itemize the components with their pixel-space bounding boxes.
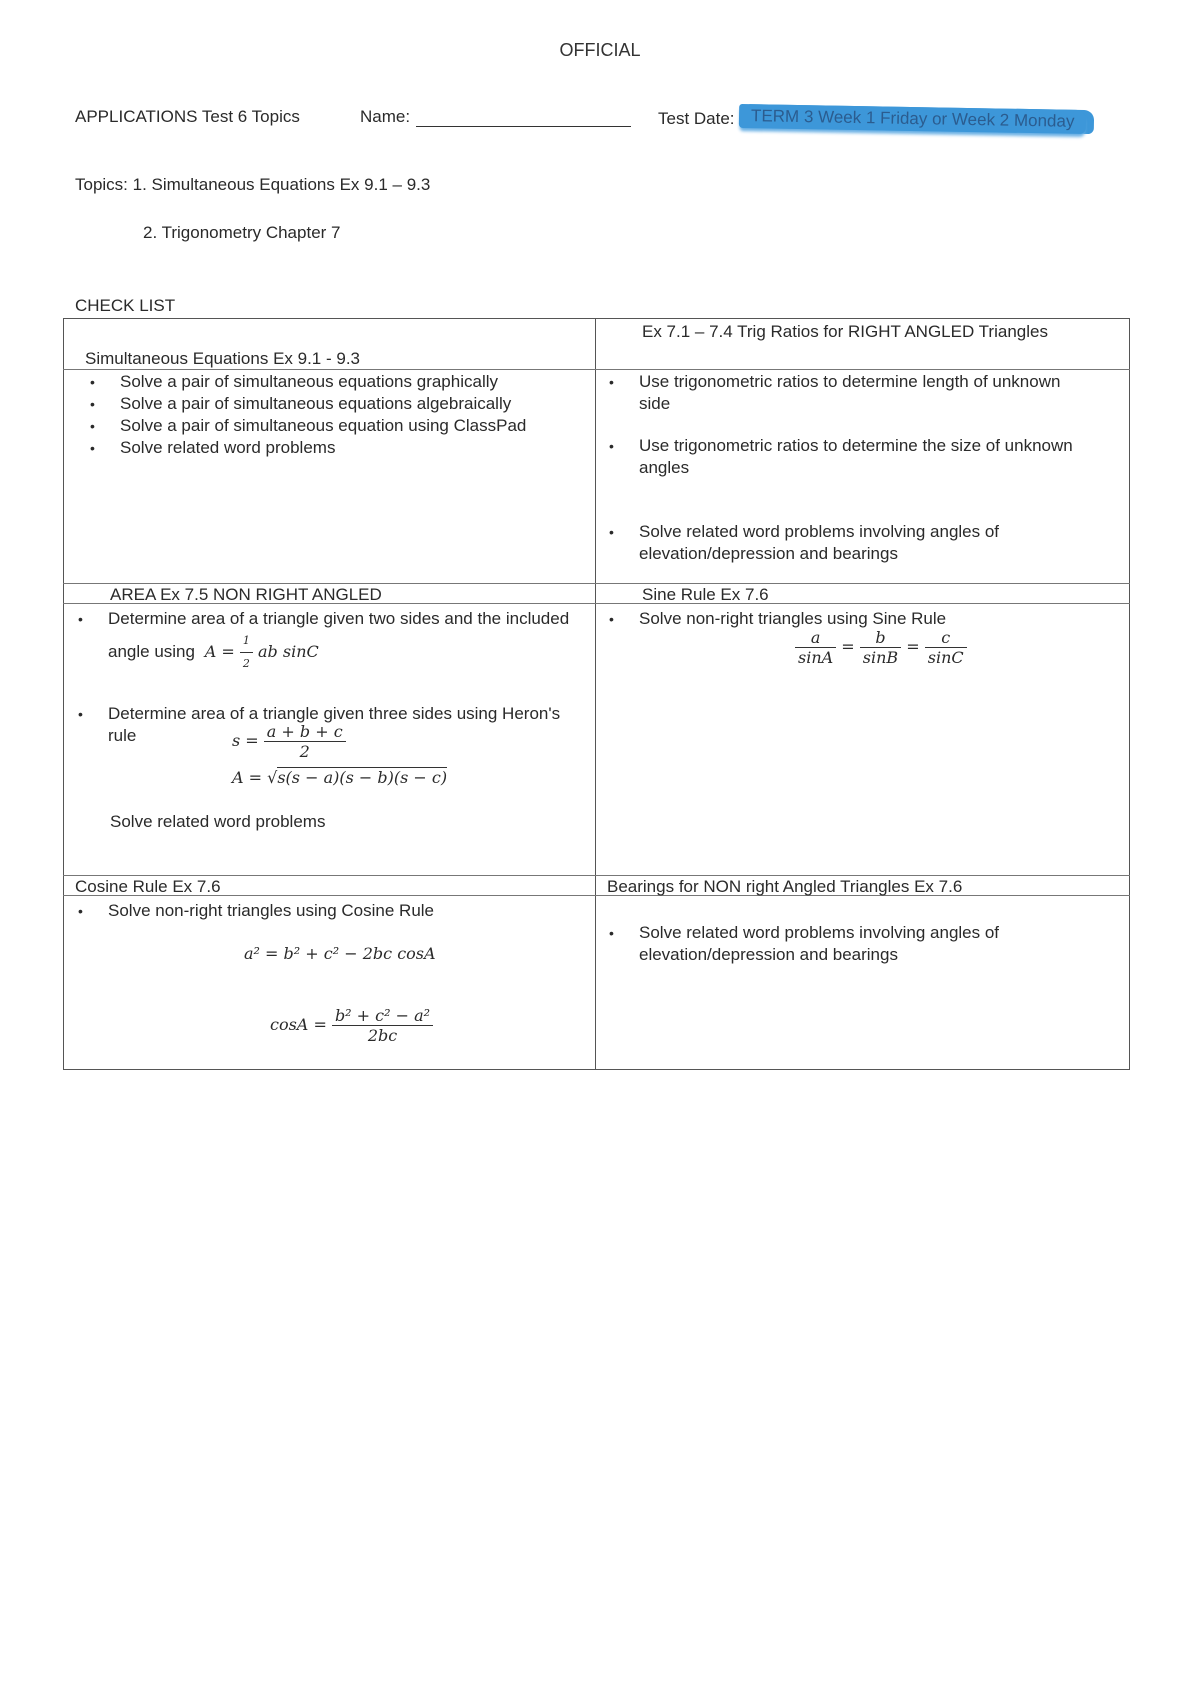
official-label: OFFICIAL <box>559 40 641 60</box>
list-item: • Use trigonometric ratios to determine the size of unknown angles <box>603 435 1083 479</box>
list-item: • Solve a pair of simultaneous equations graphically <box>84 371 589 393</box>
table-divider-5 <box>63 895 1130 896</box>
area-item-1-text: Determine area of a triangle given two sides and the included angle using <box>108 609 570 661</box>
sine-rule-list <box>603 608 1083 630</box>
list-item: • Solve non-right triangles using Sine Rule <box>603 608 1083 630</box>
name-field <box>360 107 631 127</box>
list-item: • Determine area of a triangle given three sides using Heron's rule <box>72 703 592 747</box>
list-item: • Solve non-right triangles using Cosine Rule <box>72 900 592 922</box>
trig-ratios-list <box>603 371 1083 565</box>
sine-rule-formula: $\frac{a}{\sin A}$ = $\frac{b}{\sin B}$ = $\frac{c}{\sin C}$ <box>795 628 967 667</box>
test-title: APPLICATIONS Test 6 Topics <box>75 107 300 126</box>
herons-s-formula: s = $\frac{a + b + c}{2}$ <box>232 722 346 761</box>
list-item: • Solve related word problems involving angles of elevation/depression and bearings <box>603 922 1083 966</box>
sine-rule-title: Sine Rule Ex 7.6 <box>642 585 769 604</box>
checklist-label: CHECK LIST <box>75 296 176 315</box>
cosine-rule-angle-formula: cosA = $\frac{\text{b² + c² − a²}}{2bc}$ <box>270 1006 433 1045</box>
trig-ratios-title: Ex 7.1 – 7.4 Trig Ratios for RIGHT ANGLED Triangles <box>642 322 1048 341</box>
test-date-field <box>658 107 1087 131</box>
simultaneous-title: Simultaneous Equations Ex 9.1 - 9.3 <box>85 349 360 368</box>
cosine-rule-formula: a² = b² + c² − 2bc cosA <box>244 944 436 963</box>
cosine-rule-list <box>72 900 592 922</box>
topics-line-1: Topics: 1. Simultaneous Equations Ex 9.1 – 9.3 <box>75 175 431 194</box>
test-date-label: Test Date: <box>658 109 735 128</box>
table-divider-4 <box>63 875 1130 876</box>
table-column-divider <box>595 318 596 1070</box>
area-title: AREA Ex 7.5 NON RIGHT ANGLED <box>110 585 382 604</box>
list-item: • Solve a pair of simultaneous equation using ClassPad <box>84 415 540 437</box>
list-item: • Solve related word problems involving angles of elevation/depression and bearings <box>603 521 1083 565</box>
name-label: Name: <box>360 107 411 126</box>
area-word-problems: Solve related word problems <box>110 812 326 831</box>
herons-area-formula: A = √s(s − a)(s − b)(s − c) <box>232 768 448 787</box>
topics-line-2: 2. Trigonometry Chapter 7 <box>143 223 341 242</box>
table-divider-1 <box>63 369 1130 370</box>
list-item: • Solve a pair of simultaneous equations algebraically <box>84 393 589 415</box>
list-item <box>72 608 592 675</box>
bearings-list <box>603 922 1083 966</box>
cosine-rule-title: Cosine Rule Ex 7.6 <box>75 877 221 896</box>
simultaneous-list <box>84 371 589 459</box>
table-divider-2 <box>63 583 1130 584</box>
name-blank-line <box>416 108 631 127</box>
list-item: • Solve related word problems <box>84 437 589 459</box>
bearings-title: Bearings for NON right Angled Triangles Ex 7.6 <box>607 877 963 896</box>
area-formula: A = $\frac{1}{2}$ ab sinC <box>200 642 319 661</box>
list-item: • Use trigonometric ratios to determine length of unknown side <box>603 371 1083 415</box>
test-date-highlight: TERM 3 Week 1 Friday or Week 2 Monday <box>739 104 1087 134</box>
